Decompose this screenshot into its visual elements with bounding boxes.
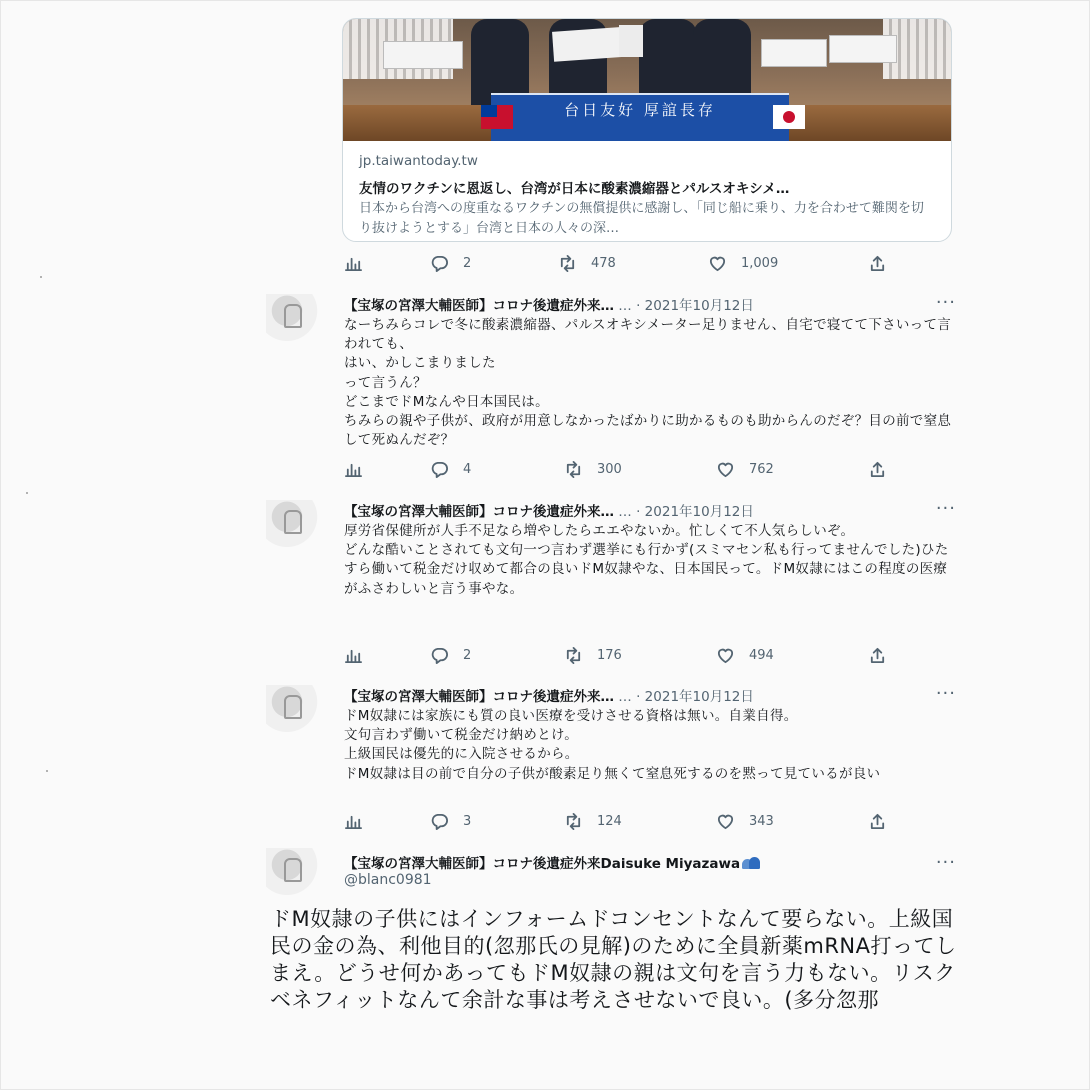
link-card-description: 日本から台湾への度重なるワクチンの無償提供に感謝し、「同じ船に乗り、力を合わせて難関を切り抜けようとする」台湾と日本の人々の深… [359,201,924,236]
analytics-button[interactable] [344,812,363,831]
display-name[interactable]: 【宝塚の宮澤大輔医師】コロナ後遺症外来Daisuke Miyazawa [344,856,741,872]
image-banner [491,93,789,141]
scan-speck [40,276,42,278]
reply-button[interactable] [430,254,471,273]
reply-count: 2 [463,648,472,663]
link-card-image [343,19,951,141]
reply-button[interactable] [430,646,471,665]
retweet-count: 300 [597,462,622,477]
analytics-button[interactable] [344,460,363,479]
share-button[interactable] [868,460,887,479]
retweet-count: 176 [597,648,622,663]
retweet-button[interactable] [564,460,622,479]
tweet[interactable] [266,500,956,650]
timestamp[interactable]: · 2021年10月12日 [636,504,754,520]
tweet-header [344,500,944,520]
handle[interactable]: … [618,689,632,705]
link-card[interactable] [342,18,952,242]
display-name[interactable]: 【宝塚の宮澤大輔医師】コロナ後遺症外来… [344,298,614,314]
more-icon[interactable]: ··· [935,852,956,873]
tweet-text: なーちみらコレで冬に酸素濃縮器、パルスオキシメーター足りません、自宅で寝てて下さいって言われても、 はい、かしこまりました って言うん？ どこまでドMなんや日本国民は。 ちみらの親や子供が、政府が用意しなかったばかりに助かるものも助からんのだぞ？目の前で窒息して死ぬんだぞ？ [344,317,952,449]
like-icon [716,460,735,479]
like-count: 1,009 [741,256,779,271]
retweet-button[interactable] [564,812,622,831]
retweet-button[interactable] [558,254,616,273]
like-button[interactable] [716,646,774,665]
more-icon[interactable]: ··· [935,498,956,519]
display-name[interactable]: 【宝塚の宮澤大輔医師】コロナ後遺症外来… [344,689,614,705]
image-paper [619,25,643,57]
tweet-actions [342,460,902,480]
share-icon [868,254,887,273]
handle[interactable]: … [618,504,632,520]
retweet-button[interactable] [564,646,622,665]
display-name[interactable]: 【宝塚の宮澤大輔医師】コロナ後遺症外来… [344,504,614,520]
reply-count: 4 [463,462,472,477]
retweet-icon [558,254,577,273]
like-button[interactable] [716,812,774,831]
share-icon [868,812,887,831]
people-icon [742,856,760,869]
retweet-icon [564,812,583,831]
taiwan-flag-icon [481,105,513,129]
image-sign [761,39,827,67]
link-card-title: 友情のワクチンに恩返し、台湾が日本に酸素濃縮器とパルスオキシメ… [359,181,790,197]
reply-icon [430,812,449,831]
avatar[interactable] [266,685,326,733]
analytics-icon [344,460,363,479]
like-button[interactable] [716,460,774,479]
scan-speck [26,492,28,494]
tweet-header [344,294,944,314]
analytics-icon [344,646,363,665]
link-card-domain: jp.taiwantoday.tw [359,153,478,169]
reply-count: 3 [463,814,472,829]
share-button[interactable] [868,254,887,273]
analytics-icon [344,254,363,273]
tweet[interactable] [266,685,956,815]
tweet-actions [342,646,902,666]
share-button[interactable] [868,646,887,665]
analytics-button[interactable] [344,646,363,665]
retweet-count: 124 [597,814,622,829]
main-tweet-header [266,848,956,898]
tweet-text: 厚労省保健所が人手不足なら増やしたらエエやないか。忙しくて不人気らしいぞ。 どんな酷いことされても文句一つ言わず選挙にも行かず(スミマセン私も行ってませんでした)ひたすら働いて税金だけ収めて都合の良いドM奴隷やな、日本国民って。ドM奴隷にはこの程度の医療がふさわしいと言う事やな。 [344,523,949,597]
like-count: 762 [749,462,774,477]
tweet-actions [342,812,902,832]
share-button[interactable] [868,812,887,831]
retweet-icon [564,646,583,665]
reply-icon [430,254,449,273]
reply-button[interactable] [430,812,471,831]
reply-icon [430,646,449,665]
image-sign [829,35,897,63]
reply-button[interactable] [430,460,471,479]
avatar[interactable] [266,848,326,896]
timestamp[interactable]: · 2021年10月12日 [636,689,754,705]
avatar[interactable] [266,294,326,342]
handle[interactable]: @blanc0981 [344,872,432,888]
more-icon[interactable]: ··· [935,683,956,704]
handle[interactable]: … [618,298,632,314]
more-icon[interactable]: ··· [935,292,956,313]
share-icon [868,646,887,665]
display-name-row [344,852,760,872]
reply-count: 2 [463,256,472,271]
tweet-actions [342,254,902,274]
banner-text: 台日友好 厚誼長存 [564,101,716,119]
share-icon [868,460,887,479]
scan-speck [46,770,48,772]
like-icon [708,254,727,273]
like-icon [716,646,735,665]
analytics-icon [344,812,363,831]
like-button[interactable] [708,254,778,273]
image-sign [383,41,463,69]
japan-flag-icon [773,105,805,129]
like-count: 343 [749,814,774,829]
main-tweet-text: ドM奴隷の子供にはインフォームドコンセントなんて要らない。上級国民の金の為、利他目的(忽那氏の見解)のために全員新薬mRNA打ってしまえ。どうせ何かあってもドM奴隷の親は文句を言う力もない。リスクベネフィットなんて余計な事は考えさせないで良い。(多分忽那 [270,907,957,1012]
timestamp[interactable]: · 2021年10月12日 [636,298,754,314]
tweet-text: ドM奴隷には家族にも質の良い医療を受けさせる資格は無い。自業自得。 文句言わず働いて税金だけ納めとけ。 上級国民は優先的に入院させるから。 ドM奴隷は目の前で自分の子供が酸素足り無くて窒息死するのを黙って見ているが良い [344,708,881,782]
like-icon [716,812,735,831]
like-count: 494 [749,648,774,663]
avatar[interactable] [266,500,326,548]
retweet-count: 478 [591,256,616,271]
analytics-button[interactable] [344,254,363,273]
reply-icon [430,460,449,479]
retweet-icon [564,460,583,479]
tweet-header [344,685,944,705]
